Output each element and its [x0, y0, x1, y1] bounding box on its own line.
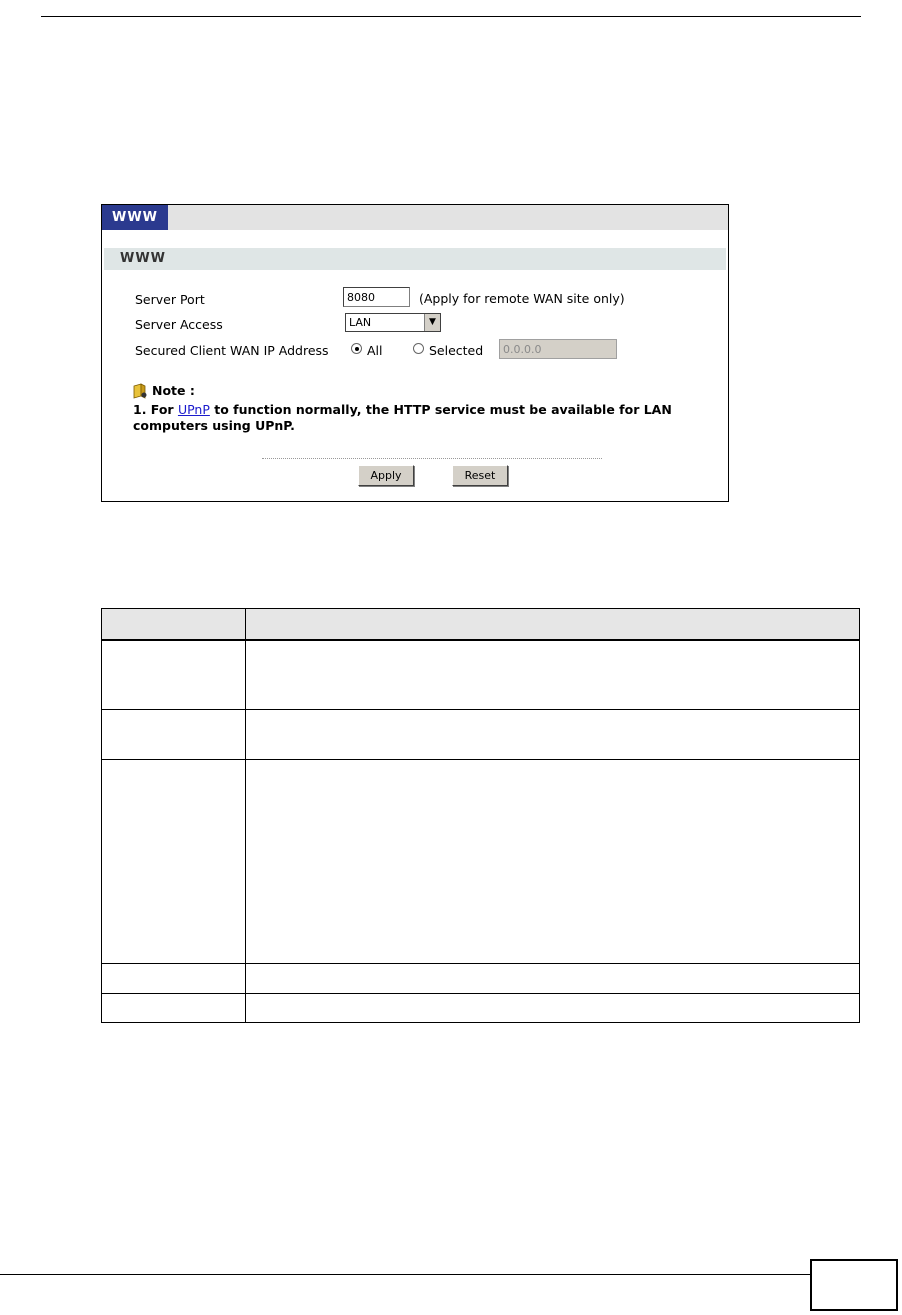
tab-www[interactable]: WWW [102, 205, 168, 230]
chevron-down-icon[interactable]: ▼ [424, 314, 440, 331]
note-suffix: to function normally, the HTTP service must be available for LAN computers using UPnP. [133, 402, 672, 433]
table-cell-label [102, 640, 246, 709]
table-cell-label [102, 963, 246, 993]
radio-all-label: All [367, 343, 383, 358]
table-cell-label [102, 709, 246, 759]
header-cell-label [102, 609, 246, 641]
note-text [133, 402, 713, 434]
table-cell-description [246, 640, 860, 709]
server-port-label: Server Port [135, 292, 205, 307]
divider [262, 458, 602, 459]
secured-client-label: Secured Client WAN IP Address [135, 343, 329, 358]
table-header-row [102, 609, 860, 641]
server-port-hint: (Apply for remote WAN site only) [419, 291, 625, 306]
table-row [102, 993, 860, 1022]
secured-ip-input[interactable] [499, 339, 617, 359]
server-access-select[interactable] [345, 313, 441, 332]
section-title: WWW [104, 248, 726, 270]
server-access-value: LAN [349, 316, 372, 329]
note-icon [133, 383, 147, 399]
footer-rule [0, 1274, 810, 1275]
table-cell-description [246, 993, 860, 1022]
note-prefix: 1. For [133, 402, 178, 417]
table-row [102, 709, 860, 759]
upnp-link[interactable]: UPnP [177, 402, 210, 417]
radio-all[interactable] [351, 343, 362, 354]
radio-selected[interactable] [413, 343, 424, 354]
header-cell-description [246, 609, 860, 641]
description-table [101, 608, 860, 1023]
header-rule [41, 16, 861, 17]
table-cell-description [246, 759, 860, 963]
tab-bar [102, 205, 728, 230]
server-access-label: Server Access [135, 317, 223, 332]
page-number-box [810, 1259, 898, 1311]
table-row [102, 640, 860, 709]
table-row [102, 759, 860, 963]
reset-button[interactable]: Reset [452, 465, 508, 486]
server-port-input[interactable] [343, 287, 410, 307]
table-cell-label [102, 993, 246, 1022]
table-cell-description [246, 709, 860, 759]
www-settings-panel [101, 204, 729, 502]
radio-selected-label: Selected [429, 343, 484, 358]
table-row [102, 963, 860, 993]
apply-button[interactable]: Apply [358, 465, 414, 486]
note-title: Note : [152, 383, 195, 398]
table-cell-label [102, 759, 246, 963]
table-cell-description [246, 963, 860, 993]
